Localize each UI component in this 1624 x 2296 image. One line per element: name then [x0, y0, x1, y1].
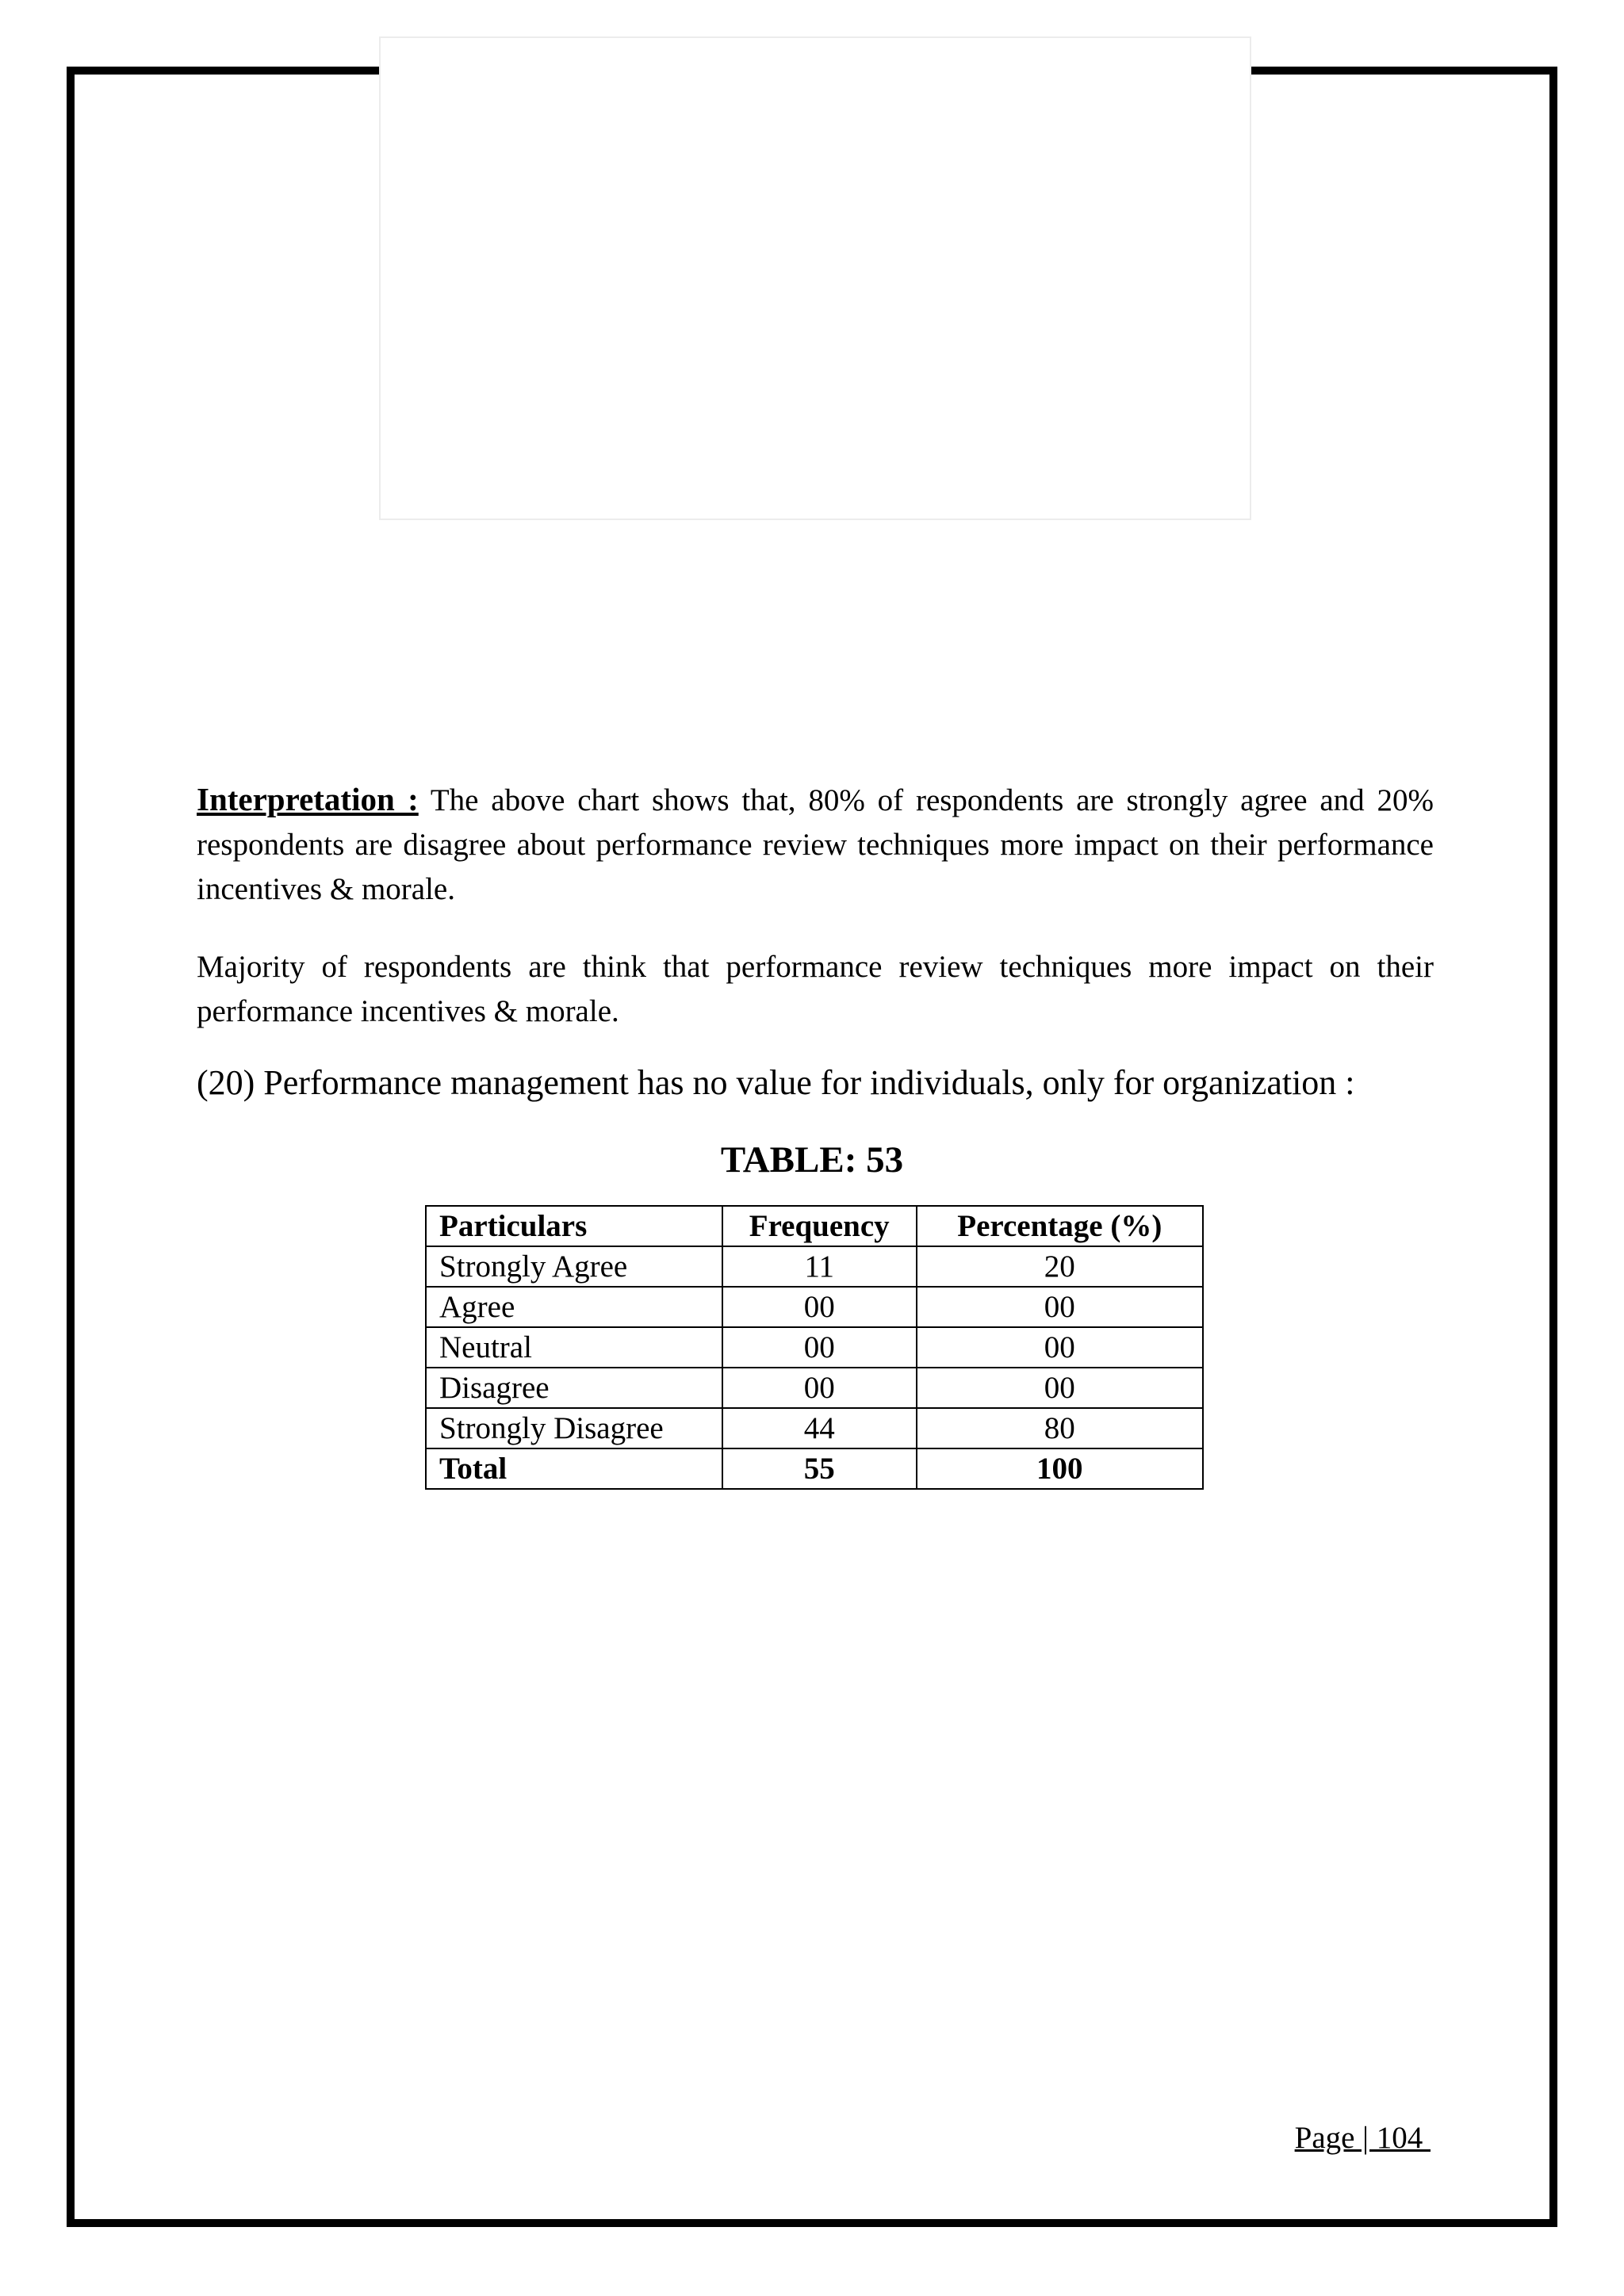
cell-percentage: 80 [917, 1408, 1203, 1448]
page-number: Page | 104 [1294, 2121, 1431, 2155]
cell-particulars: Neutral [426, 1327, 722, 1368]
total-frequency: 55 [722, 1448, 917, 1489]
interpretation-text: The above chart shows that, 80% of respondents are strongly agree and 20% respondents are disagree about performance review techniques more impact on their performance incentives & morale. [197, 783, 1434, 906]
cell-frequency: 00 [722, 1327, 917, 1368]
total-percentage: 100 [917, 1448, 1203, 1489]
cell-percentage: 00 [917, 1287, 1203, 1327]
frequency-table [425, 1205, 1204, 1490]
interpretation-paragraph [197, 777, 1434, 912]
table-header-row [426, 1206, 1203, 1246]
cell-particulars: Strongly Agree [426, 1246, 722, 1287]
cell-frequency: 11 [722, 1246, 917, 1287]
table-row [426, 1287, 1203, 1327]
majority-paragraph: Majority of respondents are think that performance review techniques more impact on their performance incentives & morale. [197, 950, 1434, 1028]
header-particulars: Particulars [426, 1206, 722, 1246]
table-row [426, 1408, 1203, 1448]
table-row [426, 1327, 1203, 1368]
interpretation-heading: Interpretation : [197, 781, 419, 817]
header-percentage: Percentage (%) [917, 1206, 1203, 1246]
cell-particulars: Disagree [426, 1368, 722, 1408]
chart-image-area [379, 36, 1251, 520]
total-label: Total [426, 1448, 722, 1489]
cell-particulars: Agree [426, 1287, 722, 1327]
table-row [426, 1368, 1203, 1408]
question-heading: (20) Performance management has no value for individuals, only for organization : [197, 1063, 1355, 1102]
cell-frequency: 00 [722, 1368, 917, 1408]
table-title: TABLE: 53 [720, 1139, 904, 1181]
cell-particulars: Strongly Disagree [426, 1408, 722, 1448]
cell-percentage: 00 [917, 1368, 1203, 1408]
table-row [426, 1246, 1203, 1287]
cell-frequency: 00 [722, 1287, 917, 1327]
table-total-row [426, 1448, 1203, 1489]
cell-percentage: 20 [917, 1246, 1203, 1287]
header-frequency: Frequency [722, 1206, 917, 1246]
cell-frequency: 44 [722, 1408, 917, 1448]
cell-percentage: 00 [917, 1327, 1203, 1368]
